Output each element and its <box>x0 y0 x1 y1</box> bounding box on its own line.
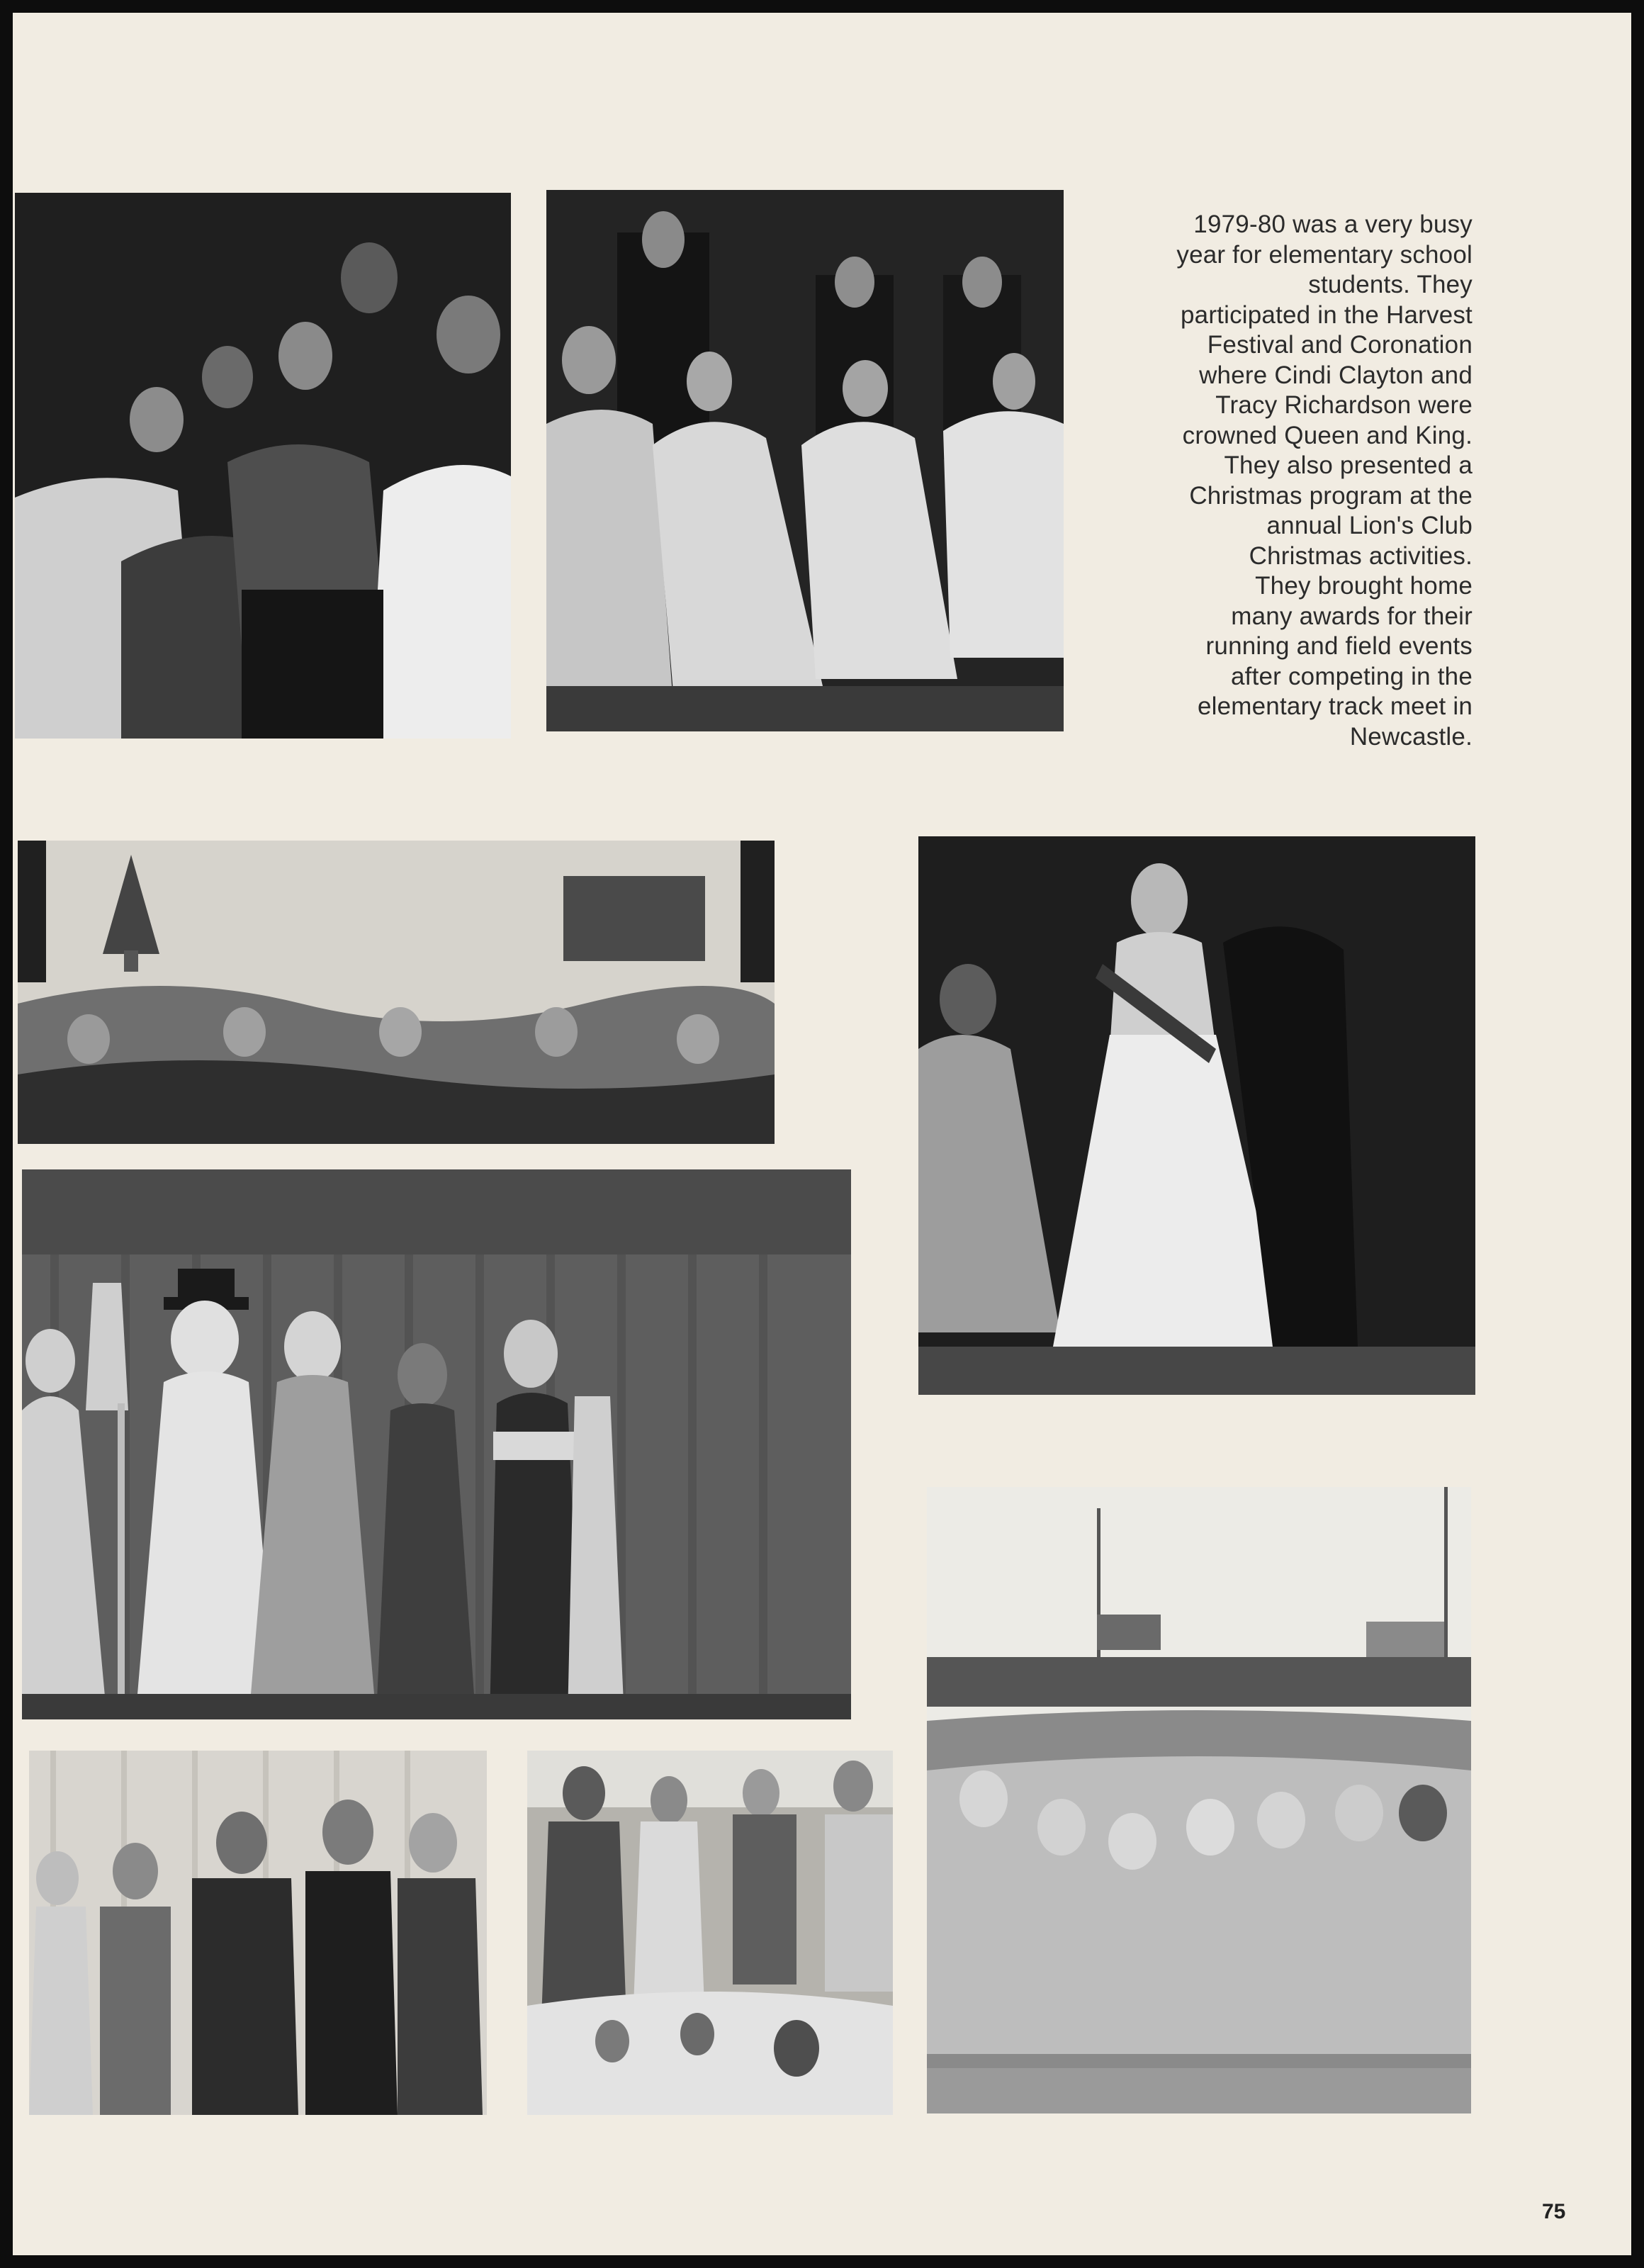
caption-line: Festival and Coronation <box>1207 331 1473 359</box>
photo-boys-group <box>29 1751 487 2115</box>
caption-line: students. They <box>1308 271 1473 298</box>
photo-seated-girls <box>15 193 511 739</box>
caption-line: 1979-80 was a very busy <box>1193 210 1473 238</box>
photo-queen-gown <box>918 836 1475 1395</box>
caption-line: They also presented a <box>1224 451 1473 479</box>
caption-line: year for elementary school <box>1176 240 1473 269</box>
caption-line: participated in the Harvest <box>1180 301 1473 329</box>
caption-line: They brought home <box>1255 572 1473 600</box>
caption-line: Newcastle. <box>1349 722 1473 751</box>
page-number: 75 <box>1542 2200 1566 2223</box>
photo-outdoor-crowd <box>527 1751 893 2115</box>
yearbook-page <box>13 13 1631 2255</box>
caption-line: after competing in the <box>1231 662 1473 690</box>
caption-line: elementary track meet in <box>1197 692 1473 720</box>
caption-line: running and field events <box>1205 632 1473 660</box>
caption-line: where Cindi Clayton and <box>1199 361 1473 389</box>
caption-line: crowned Queen and King. <box>1182 421 1473 449</box>
photo-track-meet-group <box>927 1487 1471 2113</box>
caption-text <box>1076 210 1473 752</box>
photo-christmas-play <box>22 1169 851 1719</box>
caption-line: annual Lion's Club <box>1266 512 1473 539</box>
caption-line: Tracy Richardson were <box>1215 391 1473 419</box>
caption-line: many awards for their <box>1231 602 1473 630</box>
caption-line: Christmas activities. <box>1249 541 1473 570</box>
photo-christmas-program <box>18 841 775 1144</box>
photo-coronation-court <box>546 190 1064 731</box>
caption-line: Christmas program at the <box>1189 481 1473 510</box>
